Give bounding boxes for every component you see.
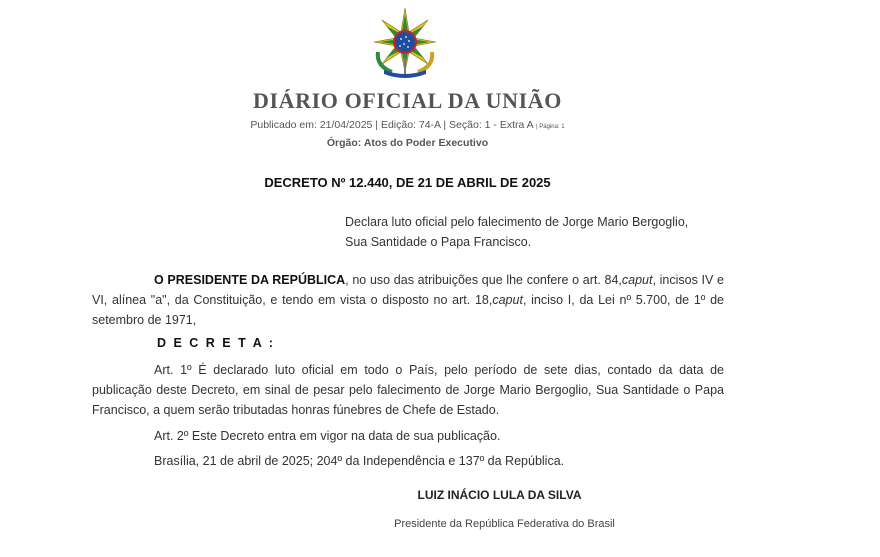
caput-term: caput: [621, 273, 653, 287]
decree-summary: [345, 212, 730, 252]
place-and-date: Brasília, 21 de abril de 2025; 204º da Independência e 137º da República.: [154, 454, 565, 468]
preamble-text: , no uso das atribuições que lhe confere o art. 84,: [345, 273, 622, 287]
issuing-body: Órgão: Atos do Poder Executivo: [326, 137, 489, 149]
decree-title: DECRETO Nº 12.440, DE 21 DE ABRIL DE 2025: [264, 175, 551, 190]
signer-name: LUIZ INÁCIO LULA DA SILVA: [417, 488, 582, 502]
publication-info: [0, 119, 815, 131]
preamble-text: , incisos IV e VI, alínea "a", da Constituição, e tendo em vista o disposto no art. 18,: [92, 273, 724, 307]
gazette-title: DIÁRIO OFICIAL DA UNIÃO: [252, 88, 562, 113]
page-number: | Página: 1: [536, 124, 565, 130]
signer-role: Presidente da República Federativa do Brasil: [394, 518, 615, 530]
preamble-paragraph: [92, 270, 724, 330]
preamble-text: , inciso I, da Lei nº 5.700, de 1º de setembro de 1971,: [92, 293, 724, 327]
decree-summary-line: Sua Santidade o Papa Francisco.: [345, 235, 532, 249]
article-1-text: Art. 1º É declarado luto oficial em todo o País, pelo período de sete dias, contado da data de publicação deste Decreto, em sinal de pesar pelo falecimento de Jorge Mario Bergoglio, Sua Santidade o Papa Francisco, a quem serão tributadas honras fúnebres de Chefe de Estado.: [92, 363, 724, 417]
decreta-heading: D E C R E T A :: [157, 336, 275, 350]
president-heading: O PRESIDENTE DA REPÚBLICA: [154, 273, 346, 287]
article-1: [92, 360, 724, 420]
article-2: Art. 2º Este Decreto entra em vigor na data de sua publicação.: [154, 429, 501, 443]
coat-of-arms-of-brazil-icon: [370, 6, 440, 78]
decree-summary-line: Declara luto oficial pelo falecimento de Jorge Mario Bergoglio,: [345, 215, 689, 229]
caput-term: caput: [492, 293, 523, 307]
publication-details: Publicado em: 21/04/2025 | Edição: 74-A | Seção: 1 - Extra A: [250, 119, 534, 131]
